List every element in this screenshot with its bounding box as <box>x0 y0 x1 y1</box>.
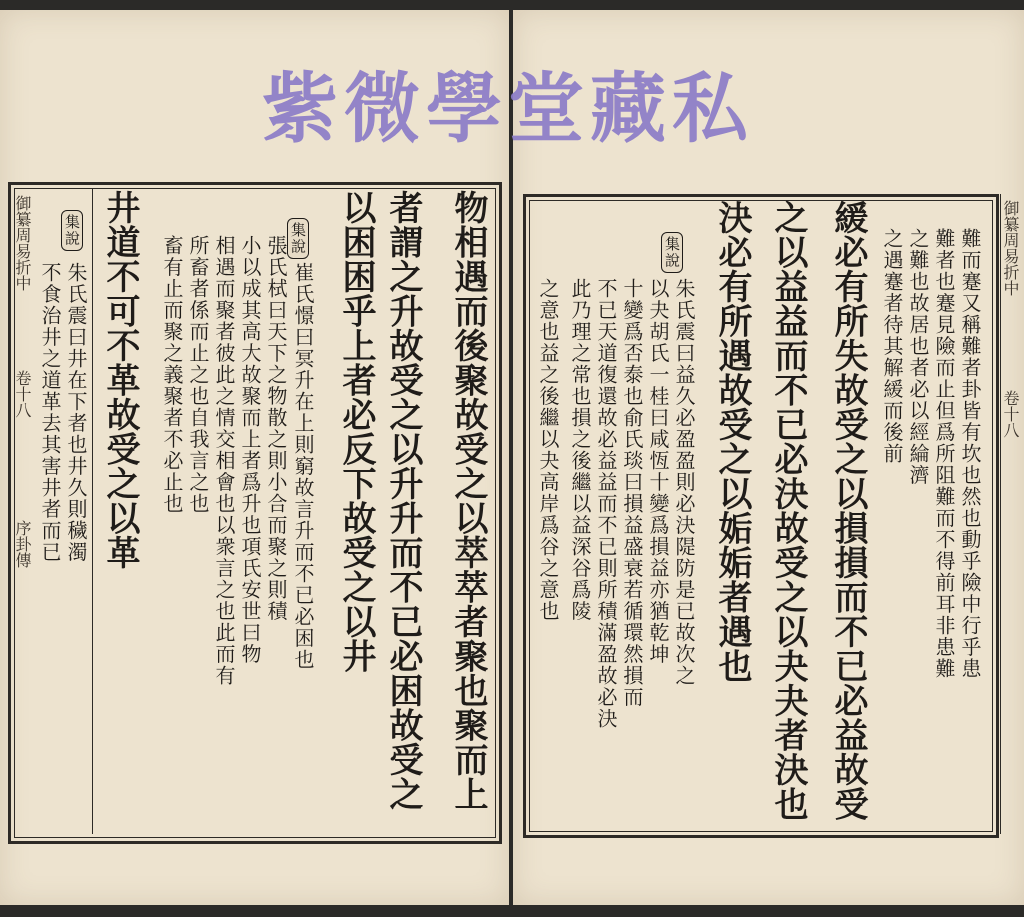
jishuo-badge-label: 集說 <box>61 210 83 251</box>
right-note-top-col-1: 難而蹇又稱難者卦皆有坎也然也動乎險中行乎患 <box>958 228 982 680</box>
left-note-col-4: 相遇而聚者彼此之情交相會也以衆言之也此而有 <box>212 235 236 687</box>
right-note-top-col-2: 難者也蹇見險而止但爲所阻難而不得前耳非患難 <box>932 228 956 680</box>
left-note-col-3: 小以成其高大故聚而上者爲升也項氏安世曰物 <box>238 235 262 665</box>
right-note-top-col-4: 之遇蹇者待其解緩而後前 <box>880 228 904 465</box>
right-margin-title: 御纂周易折中 <box>1001 200 1020 296</box>
right-note-top-col-3: 之難也故居也者必以經綸濟 <box>906 228 930 486</box>
right-main-col-2: 之以益益而不已必決故受之以夬夬者決也 <box>768 200 808 821</box>
right-note-col-6: 之意也益之後繼以夬高岸爲谷之意也 <box>536 278 560 622</box>
left-note-col-6: 畜有止而聚之義聚者不必止也 <box>160 235 184 515</box>
left-main-col-1: 物相遇而後聚故受之以萃萃者聚也聚而上 <box>448 190 488 811</box>
right-note-col-5: 此乃理之常也損之後繼以益深谷爲陵 <box>568 278 592 622</box>
right-note-col-4: 不已天道復還故必益益而不已則所積滿盈故必決 <box>594 278 618 730</box>
left-note-col-5: 所畜者係而止之也自我言之也 <box>186 235 210 515</box>
collector-seal-stamp <box>262 52 772 152</box>
left-margin-volume: 卷十八 <box>13 370 32 418</box>
left-main-col-3: 以困困乎上者必反下故受之以井 <box>336 190 376 673</box>
left-margin-section: 序卦傳 <box>13 520 32 568</box>
left-jishuo-badge-2 <box>60 210 84 255</box>
right-main-col-3: 決必有所遇故受之以姤姤者遇也 <box>712 200 752 683</box>
left-note-col-2: 張氏栻曰天下之物散之則小合而聚之則積 <box>264 235 288 622</box>
left-jishuo-badge <box>286 218 310 263</box>
right-jishuo-badge <box>660 232 684 277</box>
right-note-col-1: 朱氏震曰益久必盈盈則必決隄防是已故次之 <box>672 278 696 687</box>
right-main-col-1: 緩必有所失故受之以損損而不已必益故受 <box>828 200 868 821</box>
left-margin-rule <box>92 188 93 834</box>
right-note-col-3: 十變爲否泰也俞氏琰曰損益盛衰若循環然損而 <box>620 278 644 708</box>
left-note-col-8: 不食治井之道革去其害井者而已 <box>38 262 62 563</box>
jishuo-badge-label: 集說 <box>287 218 309 259</box>
left-main-col-4: 井道不可不革故受之以革 <box>100 190 140 570</box>
left-margin-title: 御纂周易折中 <box>13 195 32 291</box>
stamp-text: 紫微學堂藏私 <box>262 63 754 153</box>
left-main-col-2: 者謂之升故受之以升升而不已必困故受之 <box>383 190 423 811</box>
right-note-col-2: 以夬胡氏一桂曰咸恆十變爲損益亦猶乾坤 <box>646 278 670 665</box>
right-margin-volume: 卷十八 <box>1001 390 1020 438</box>
left-note-col-7: 朱氏震曰井在下者也井久則穢濁 <box>64 262 88 563</box>
left-note-col-1: 崔氏憬曰冥升在上則窮故言升而不已必困也 <box>291 262 315 671</box>
jishuo-badge-label: 集說 <box>661 232 683 273</box>
